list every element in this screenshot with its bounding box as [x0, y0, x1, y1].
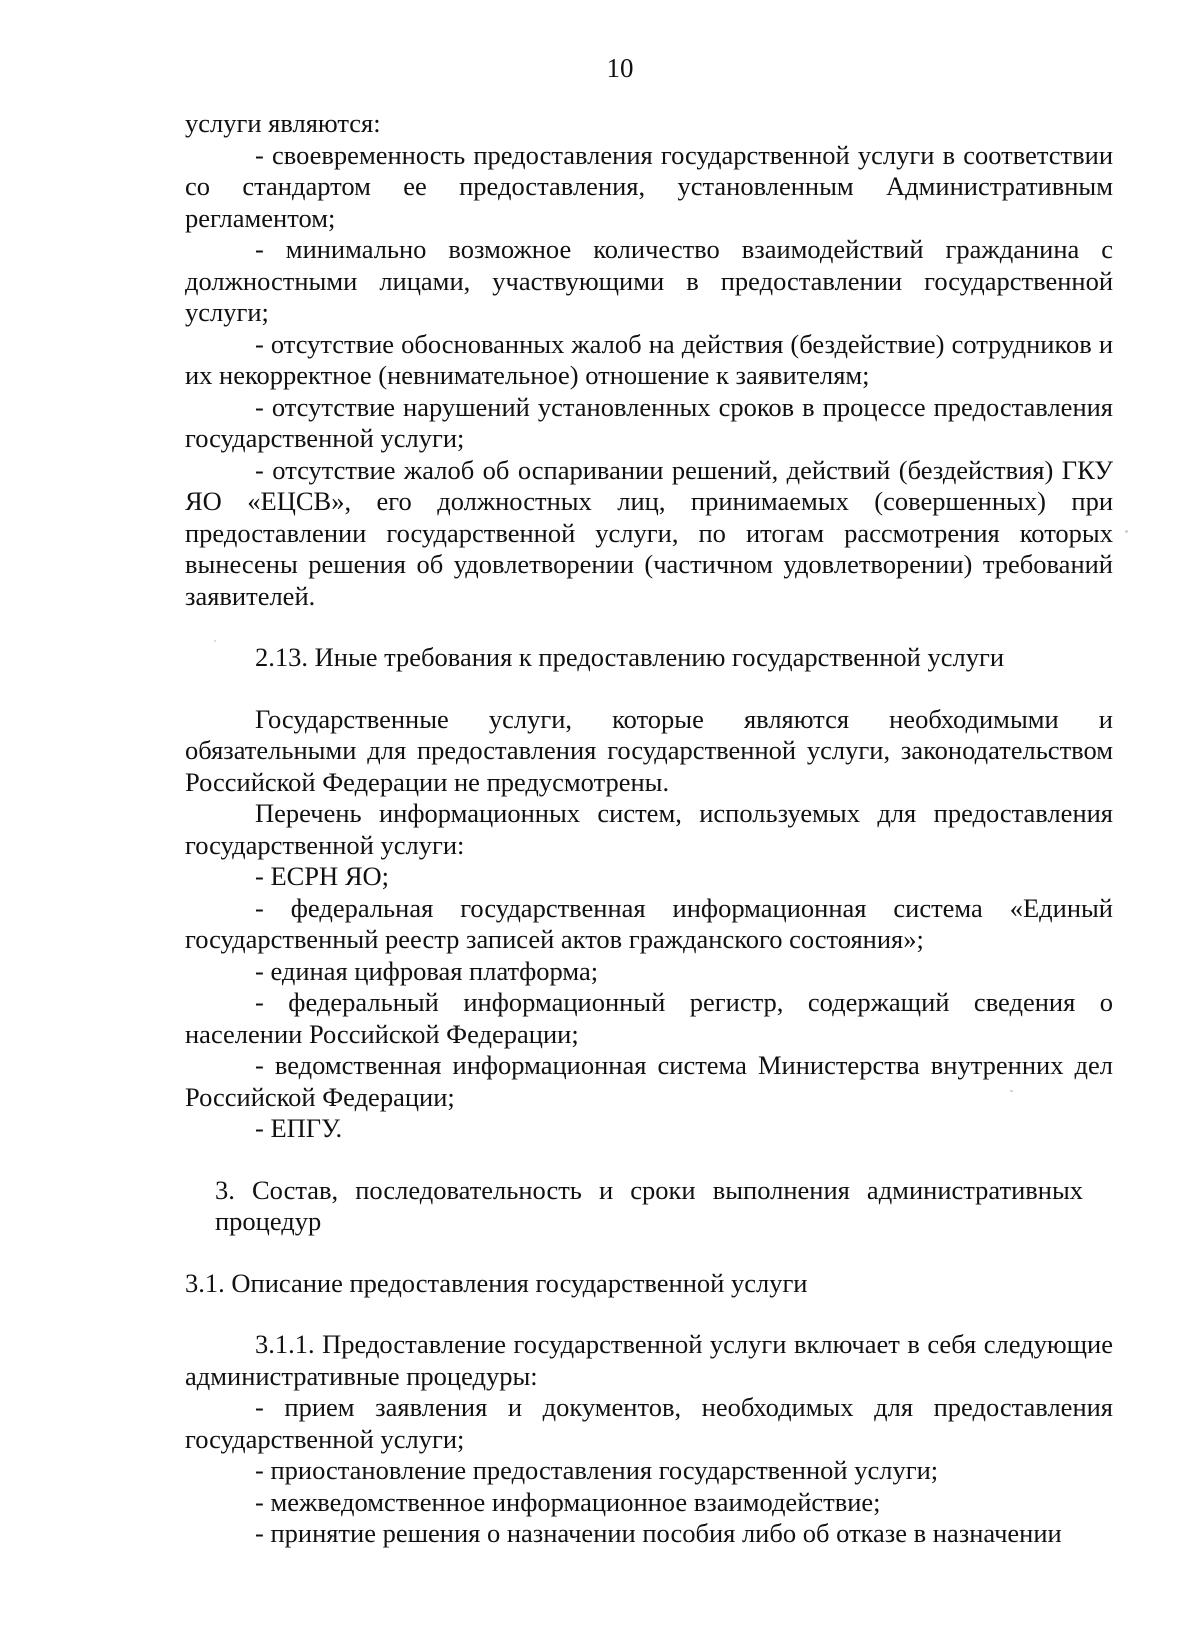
scan-speck — [1125, 530, 1128, 533]
list-item: - ЕПГУ. — [255, 1113, 343, 1143]
scan-speck — [1010, 1090, 1013, 1092]
page-number: 10 — [606, 53, 634, 83]
list-item: - отсутствие нарушений установленных сроков в процессе предоставления государственной услуги; — [185, 391, 1113, 453]
list-item: - единая цифровая платформа; — [255, 955, 599, 986]
list-item: - межведомственное информационное взаимодействие; — [255, 1486, 881, 1517]
document-body — [185, 108, 1113, 1550]
list-item: - федеральный информационный регистр, содержащий сведения о населении Российской Федерации; — [185, 987, 1113, 1049]
list-item: - ведомственная информационная система Министерства внутренних дел Российской Федерации; — [185, 1050, 1113, 1112]
paragraph: Перечень информационных систем, используемых для предоставления государственной услуги: — [185, 798, 1113, 860]
list-item: - своевременность предоставления государственной услуги в соответствии со стандартом ее предоставления, установленным Административным регламентом; — [185, 139, 1113, 233]
section-heading-2-13: 2.13. Иные требования к предоставлению государственной услуги — [255, 642, 1005, 672]
list-item: - отсутствие обоснованных жалоб на действия (бездействие) сотрудников и их некорректное (невнимательное) отношение к заявителям; — [185, 328, 1113, 390]
paragraph: услуги являются: — [185, 108, 381, 138]
list-item: - принятие решения о назначении пособия либо об отказе в назначении — [255, 1518, 1062, 1548]
section-heading-3-1: 3.1. Описание предоставления государственной услуги — [185, 1267, 808, 1298]
scan-speck — [214, 640, 216, 642]
list-item: - приостановление предоставления государственной услуги; — [255, 1455, 939, 1485]
list-item: - отсутствие жалоб об оспаривании решений, действий (бездействия) ГКУ ЯО «ЕЦСВ», его должностных лиц, принимаемых (совершенных) при предоставлении государственной услуги, по итогам рассмотрения которых вынесены решения об удовлетворении (частичном удовлетворении) требований заявителей. — [185, 454, 1113, 611]
paragraph: 3.1.1. Предоставление государственной услуги включает в себя следующие административные процедуры: — [185, 1329, 1113, 1391]
list-item: - прием заявления и документов, необходимых для предоставления государственной услуги; — [185, 1392, 1113, 1454]
section-heading-3: 3. Состав, последовательность и сроки выполнения административных процедур — [215, 1174, 1083, 1236]
list-item: - минимально возможное количество взаимодействий гражданина с должностными лицами, участвующими в предоставлении государственной услуги; — [185, 234, 1113, 327]
list-item: - федеральная государственная информационная система «Единый государственный реестр записей актов гражданского состояния»; — [185, 892, 1113, 954]
paragraph: Государственные услуги, которые являются необходимыми и обязательными для предоставления государственной услуги, законодательством Российской Федерации не предусмотрены. — [185, 703, 1113, 797]
list-item: - ЕСРН ЯО; — [255, 861, 389, 891]
